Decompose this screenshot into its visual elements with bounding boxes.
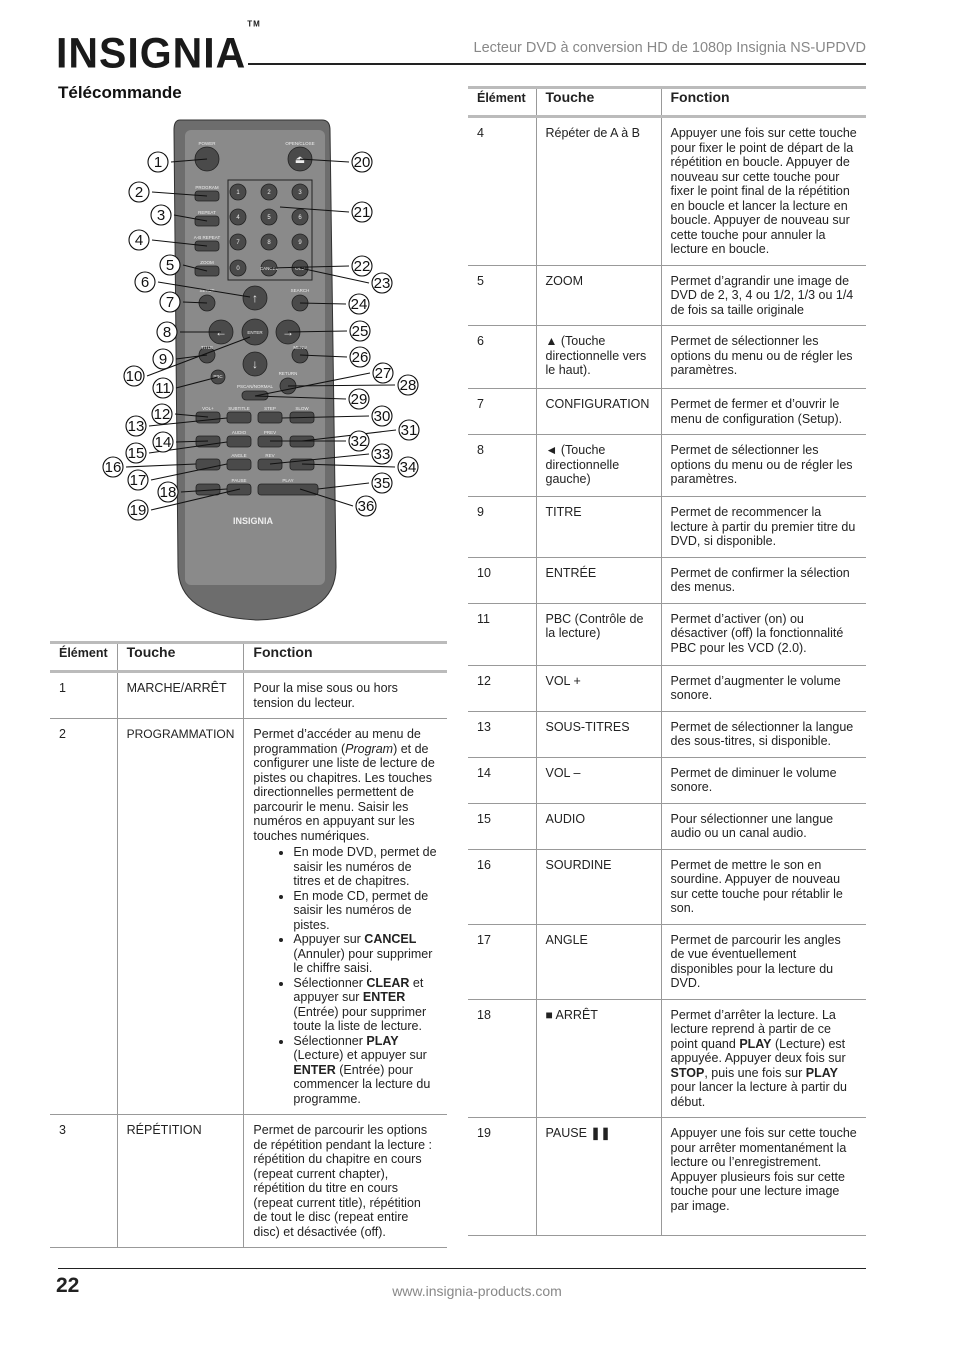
cell-touche: ZOOM [536, 265, 661, 326]
table-row [468, 711, 866, 757]
table-row [468, 999, 866, 1118]
callout-number: 9 [158, 351, 168, 368]
table-row [468, 435, 866, 497]
cell-fonction: Permet de parcourir les angles de vue éventuellement disponibles pour la lecture du DVD. [661, 924, 866, 999]
callout-number: 5 [165, 257, 175, 274]
key-symbol-icon: ■ [545, 1007, 553, 1022]
cell-touche: PAUSE ❚❚ [536, 1118, 661, 1236]
table-row [468, 803, 866, 849]
remote-key-label: VOL+ [202, 406, 214, 411]
cell-touche: ANGLE [536, 924, 661, 999]
remote-key-label: REPEAT [198, 210, 216, 215]
cell-element: 8 [468, 435, 536, 497]
callout-number: 16 [104, 459, 122, 476]
remote-lower-key [227, 412, 251, 423]
table-row [468, 757, 866, 803]
callout-number: 14 [154, 434, 172, 451]
cell-fonction: Permet de fermer et d’ouvrir le menu de configuration (Setup). [661, 389, 866, 435]
page-number: 22 [56, 1274, 80, 1297]
list-item: • Appuyer sur CANCEL (Annuler) pour supprimer le chiffre saisi. [293, 932, 438, 976]
table-row [468, 497, 866, 558]
cell-touche: CONFIGURATION [536, 389, 661, 435]
arrow-icon: ↓ [252, 357, 258, 371]
col-header-fonction: Fonction [661, 88, 866, 117]
remote-key-label: RETURN [278, 371, 298, 376]
header-rule [248, 63, 866, 65]
remote-control-illustration [100, 112, 430, 632]
cell-element: 11 [468, 603, 536, 665]
callout-number: 22 [353, 258, 371, 275]
cell-touche: ENTRÉE [536, 557, 661, 603]
table-row [468, 117, 866, 266]
cell-fonction: Appuyer une fois sur cette touche pour arrêter momentanément la lecture ou l’enregistrement. Appuyer plusieurs fois sur cette touche pour une lecture image par image. [661, 1118, 866, 1236]
callout-number: 21 [353, 204, 371, 221]
remote-key-label: AUDIO [231, 430, 247, 435]
table-right [468, 86, 866, 1236]
cell-fonction: Permet d’activer (on) ou désactiver (off) la fonctionnalité PBC pour les VCD (2.0). [661, 603, 866, 665]
remote-key-label: PREV [263, 430, 277, 435]
callout-number: 4 [134, 232, 144, 249]
cell-element: 12 [468, 665, 536, 711]
digit-label: 7 [236, 240, 240, 246]
callout-number: 12 [153, 406, 171, 423]
table-row [468, 389, 866, 435]
pause-icon: ❚❚ [590, 1126, 611, 1140]
remote-key-label: ENTER [247, 330, 263, 335]
table-row [468, 603, 866, 665]
cell-element: 5 [468, 265, 536, 326]
callout-number: 33 [373, 446, 391, 463]
digit-label: 6 [298, 215, 302, 221]
digit-label: 4 [236, 215, 240, 221]
cell-touche: RÉPÉTITION [117, 1115, 244, 1248]
remote-key-label: OSD [295, 266, 305, 271]
table-row [468, 557, 866, 603]
digit-label: 1 [236, 190, 240, 196]
cell-element: 19 [468, 1118, 536, 1236]
list-item: • Sélectionner PLAY (Lecture) et appuyer sur ENTER (Entrée) pour commencer la lecture du programme. [293, 1034, 438, 1107]
cell-fonction: Pour sélectionner une langue audio ou un canal audio. [661, 803, 866, 849]
cell-element: 14 [468, 757, 536, 803]
cell-element: 13 [468, 711, 536, 757]
table-row [50, 672, 447, 719]
table-row [468, 1118, 866, 1236]
callout-number: 7 [165, 294, 175, 311]
remote-key-label: ANGLE [231, 453, 247, 458]
cell-touche: VOL + [536, 665, 661, 711]
bullet-list [253, 845, 438, 1106]
remote-key-label: PBC [213, 374, 223, 379]
callout-number: 3 [156, 207, 166, 224]
callout-number: 35 [373, 475, 391, 492]
table-row [468, 665, 866, 711]
remote-key-label: CANCEL [259, 266, 279, 271]
cell-element: 9 [468, 497, 536, 558]
cell-element: 15 [468, 803, 536, 849]
table-row [50, 719, 447, 1115]
callout-number: 27 [374, 365, 392, 382]
table-row [50, 1115, 447, 1248]
cell-touche: ▲ (Touche directionnelle vers le haut). [536, 326, 661, 389]
remote-key-label: SLOW [295, 406, 309, 411]
eject-icon: ⏏ [294, 154, 306, 166]
cell-fonction: Permet de mettre le son en sourdine. Appuyer de nouveau sur cette touche pour rétablir le son. [661, 849, 866, 924]
cell-element: 16 [468, 849, 536, 924]
remote-key-label: STEP [264, 406, 276, 411]
callout-number: 32 [350, 433, 368, 450]
remote-lower-key [227, 436, 251, 447]
callout-number: 8 [162, 324, 172, 341]
digit-label: 0 [236, 266, 240, 272]
cell-fonction: Permet de confirmer la sélection des menus. [661, 557, 866, 603]
remote-key-label: REV [265, 453, 275, 458]
cell-touche: TITRE [536, 497, 661, 558]
cell-touche: SOURDINE [536, 849, 661, 924]
arrow-icon: → [282, 325, 294, 339]
callout-number: 34 [399, 459, 417, 476]
remote-key-label: PLAY [282, 478, 294, 483]
table-row [468, 326, 866, 389]
cell-touche: PBC (Contrôle de la lecture) [536, 603, 661, 665]
remote-brand: INSIGNIA [232, 516, 274, 526]
col-header-touche: Touche [536, 88, 661, 117]
callout-number: 19 [129, 502, 147, 519]
digit-label: 2 [267, 190, 271, 196]
callout-number: 1 [153, 154, 163, 171]
callout-number: 13 [127, 418, 145, 435]
callout-number: 36 [357, 498, 375, 515]
table-row [468, 924, 866, 999]
remote-key-label: TITLE [200, 345, 214, 350]
list-item: • En mode DVD, permet de saisir les numéros de titres et de chapitres. [293, 845, 438, 889]
col-header-touche: Touche [117, 643, 244, 672]
callout-number: 31 [400, 422, 418, 439]
table-row [468, 849, 866, 924]
callout-number: 2 [134, 184, 144, 201]
brand-logo: INSIGNIA™ [56, 19, 261, 78]
callout-number: 28 [399, 377, 417, 394]
remote-key-label: SUBTITLE [228, 406, 250, 411]
cell-touche: AUDIO [536, 803, 661, 849]
remote-lower-key [258, 412, 282, 423]
cell-fonction: Permet de sélectionner les options du menu ou de régler les paramètres. [661, 326, 866, 389]
remote-key-label: SETUP [199, 288, 215, 293]
col-header-fonction: Fonction [244, 643, 447, 672]
cell-element: 1 [50, 672, 117, 719]
cell-element: 10 [468, 557, 536, 603]
callout-number: 11 [155, 380, 171, 397]
cell-fonction: Permet de parcourir les options de répétition pendant la lecture : répétition du chapitre en cours (repeat current chapter), répétition du titre en cours (repeat current title), répétition de tout le disc (repeat entire disc) et désactivée (off). [244, 1115, 447, 1248]
list-item: • Sélectionner CLEAR et appuyer sur ENTER (Entrée) pour supprimer toute la liste de lecture. [293, 976, 438, 1034]
digit-label: 5 [267, 215, 271, 221]
remote-key-label: PSCAN/NORMAL [236, 384, 274, 389]
cell-element: 2 [50, 719, 117, 1115]
remote-key-label: A-B REPEAT [193, 235, 221, 240]
cell-touche: ◄ (Touche directionnelle gauche) [536, 435, 661, 497]
callout-number: 18 [159, 484, 177, 501]
key-symbol-icon: ◄ [545, 443, 558, 457]
list-item: • En mode CD, permet de saisir les numéros de pistes. [293, 889, 438, 933]
table-row [468, 265, 866, 326]
remote-key-label: POWER [198, 141, 216, 146]
footer-rule [58, 1268, 866, 1269]
page-header-title: Lecteur DVD à conversion HD de 1080p Insignia NS-UPDVD [473, 40, 866, 56]
digit-label: 3 [298, 190, 302, 196]
callout-number: 23 [373, 275, 391, 292]
callout-number: 20 [353, 154, 371, 171]
cell-fonction: Permet de sélectionner les options du menu ou de régler les paramètres. [661, 435, 866, 497]
callout-number: 25 [351, 323, 369, 340]
play-button [258, 484, 318, 495]
remote-lower-key [227, 459, 251, 470]
remote-lower-key [258, 459, 282, 470]
cell-touche: PROGRAMMATION [117, 719, 244, 1115]
key-symbol-icon: ▲ [545, 334, 558, 348]
callout-number: 17 [129, 472, 147, 489]
col-header-element: Élément [59, 646, 108, 660]
cell-touche: SOUS-TITRES [536, 711, 661, 757]
digit-label: 8 [267, 240, 271, 246]
cell-element: 7 [468, 389, 536, 435]
arrow-icon: ↑ [252, 291, 258, 305]
cell-touche: MARCHE/ARRÊT [117, 672, 244, 719]
cell-touche: Répéter de A à B [536, 117, 661, 266]
cell-fonction: Permet d’accéder au menu de programmation (Program) et de configurer une liste de lecture de pistes ou chapitres. Les touches directionnelles permettent de parcourir le menu. Saisir les numéros en appuyant sur les touches numériques. • En mode DVD, permet de saisir les numéros de titres et de chapitres. • En mode CD, permet de saisir les numéros de pistes. • Appuyer sur CANCEL (Annuler) pour supprimer le chiffre saisi. • Sélectionner CLEAR et appuyer sur ENTER (Entrée) pour supprimer toute la liste de lecture. • Sélectionner PLAY (Lecture) et appuyer sur ENTER (Entrée) pour commencer la lecture du programme. [244, 719, 447, 1115]
table-left [50, 641, 447, 1248]
col-header-element: Élément [477, 91, 526, 105]
cell-element: 18 [468, 999, 536, 1118]
callout-number: 29 [350, 391, 368, 408]
remote-key-label: PAUSE [231, 478, 247, 483]
cell-fonction: Permet de sélectionner la langue des sous-titres, si disponible. [661, 711, 866, 757]
arrow-icon: ← [215, 325, 227, 339]
cell-touche: VOL – [536, 757, 661, 803]
callout-number: 26 [351, 349, 369, 366]
remote-key-label: ZOOM [200, 260, 214, 265]
cell-touche: ■ ARRÊT [536, 999, 661, 1118]
callout-number: 30 [373, 408, 391, 425]
callout-number: 15 [127, 445, 145, 462]
cell-element: 4 [468, 117, 536, 266]
footer-url: www.insignia-products.com [392, 1283, 562, 1299]
digit-label: 9 [298, 240, 302, 246]
cell-fonction: Permet de diminuer le volume sonore. [661, 757, 866, 803]
cell-fonction: Permet de recommencer la lecture à partir du premier titre du DVD, si disponible. [661, 497, 866, 558]
cell-fonction: Permet d’augmenter le volume sonore. [661, 665, 866, 711]
remote-key-label: OPEN/CLOSE [285, 141, 315, 146]
remote-key-label: PROGRAM [195, 185, 219, 190]
remote-key-label: SEARCH [290, 288, 310, 293]
cell-fonction: Permet d’arrêter la lecture. La lecture reprend à partir de ce point quand PLAY (Lecture) est appuyée. Appuyer deux fois sur STOP, puis une fois sur PLAY pour lancer la lecture à partir du début. [661, 999, 866, 1118]
cell-element: 17 [468, 924, 536, 999]
cell-fonction: Permet d’agrandir une image de DVD de 2, 3, 4 ou 1/2, 1/3 ou 1/4 de fois sa taille originale [661, 265, 866, 326]
section-title: Télécommande [58, 83, 182, 102]
cell-fonction: Appuyer une fois sur cette touche pour fixer le point de départ de la répétition en boucle. Appuyer de nouveau sur cette touche pour fixer le point final de la répétition en boucle et lancer la lecture en boucle. Appuyer de nouveau sur cette touche pour annuler la lecture en boucle. [661, 117, 866, 266]
callout-number: 10 [125, 368, 143, 385]
cell-element: 6 [468, 326, 536, 389]
cell-fonction: Pour la mise sous ou hors tension du lecteur. [244, 672, 447, 719]
remote-key-label: MENU [293, 345, 307, 350]
callout-number: 24 [350, 296, 368, 313]
callout-number: 6 [140, 274, 150, 291]
cell-element: 3 [50, 1115, 117, 1248]
